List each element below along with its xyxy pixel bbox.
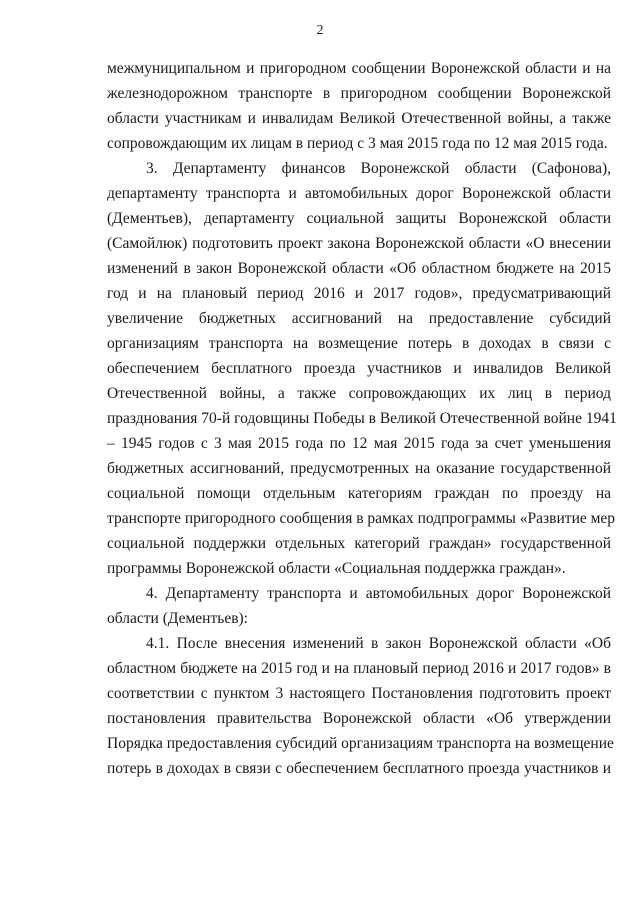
text-line: обеспечением бесплатного проезда участников и инвалидов Великой [107, 360, 611, 377]
text-line: Порядка предоставления субсидий организациям транспорта на возмещение [107, 735, 614, 752]
text-line: социальной помощи отдельным категориям граждан по проезду на [107, 485, 611, 502]
text-line: программы Воронежской области «Социальная поддержка граждан». [107, 560, 566, 577]
text-line: области (Дементьев): [107, 610, 248, 627]
text-line: празднования 70-й годовщины Победы в Великой Отечественной войне 1941 [107, 410, 617, 427]
text-line: год и на плановый период 2016 и 2017 годов», предусматривающий [107, 285, 611, 302]
text-line: (Самойлюк) подготовить проект закона Воронежской области «О внесении [107, 235, 611, 252]
text-line: железнодорожном транспорте в пригородном сообщении Воронежской [107, 85, 611, 102]
text-line: (Дементьев), департаменту социальной защиты Воронежской области [107, 210, 611, 227]
text-line: областном бюджете на 2015 год и на плановый период 2016 и 2017 годов» в [107, 660, 611, 677]
text-line: Отечественной войны, а также сопровождающих их лиц в период [107, 385, 611, 402]
text-line: 4.1. После внесения изменений в закон Воронежской области «Об [146, 635, 611, 652]
text-line: области участникам и инвалидам Великой Отечественной войны, а также [107, 110, 611, 127]
text-line: транспорте пригородного сообщения в рамках подпрограммы «Развитие мер [107, 510, 616, 527]
page-number: 2 [316, 23, 324, 38]
text-line: 3. Департаменту финансов Воронежской области (Сафонова), [146, 160, 611, 177]
text-line: организациям транспорта на возмещение потерь в доходах в связи с [107, 335, 611, 352]
text-line: межмуниципальном и пригородном сообщении Воронежской области и на [107, 60, 611, 77]
text-line: потерь в доходах в связи с обеспечением бесплатного проезда участников и [107, 760, 611, 777]
text-line: соответствии с пунктом 3 настоящего Постановления подготовить проект [107, 685, 611, 702]
text-line: сопровождающим их лицам в период с 3 мая 2015 года по 12 мая 2015 года. [107, 135, 608, 152]
text-line: 4. Департаменту транспорта и автомобильных дорог Воронежской [146, 585, 611, 602]
text-line: увеличение бюджетных ассигнований на предоставление субсидий [107, 310, 611, 327]
text-line: изменений в закон Воронежской области «Об областном бюджете на 2015 [107, 260, 611, 277]
text-line: – 1945 годов с 3 мая 2015 года по 12 мая 2015 года за счет уменьшения [107, 435, 611, 452]
text-line: департаменту транспорта и автомобильных дорог Воронежской области [107, 185, 611, 202]
text-line: социальной поддержки отдельных категорий граждан» государственной [107, 535, 611, 552]
text-line: постановления правительства Воронежской области «Об утверждении [107, 710, 611, 727]
text-line: бюджетных ассигнований, предусмотренных на оказание государственной [107, 460, 611, 477]
